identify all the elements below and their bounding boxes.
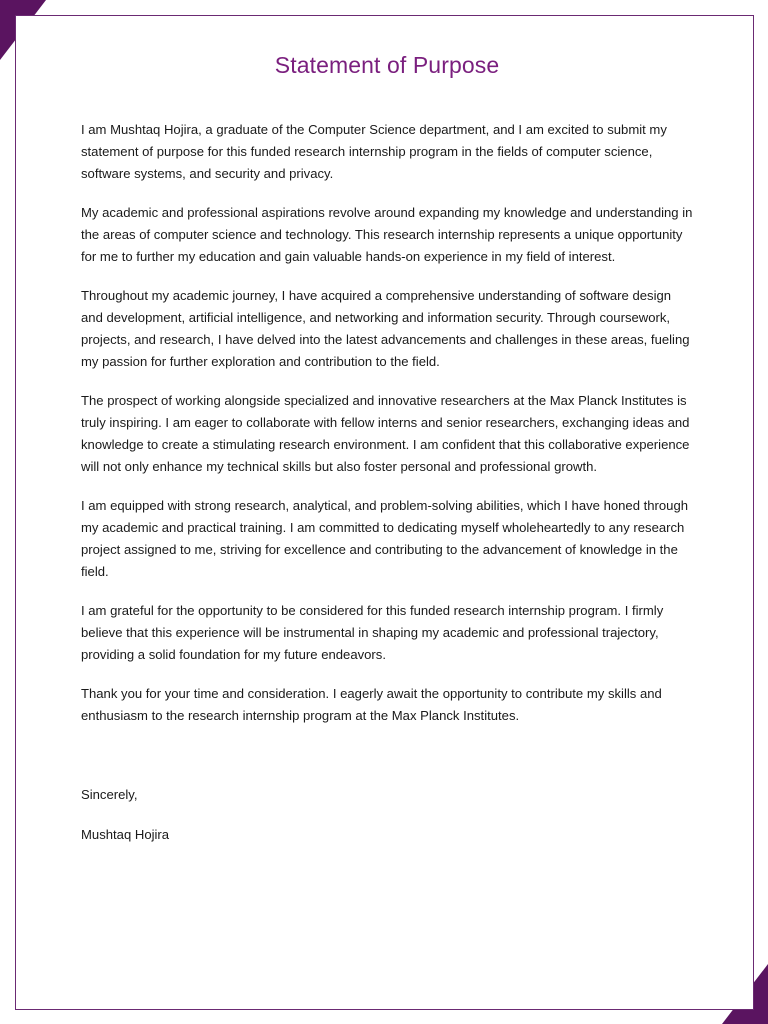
paragraph-gratitude: I am grateful for the opportunity to be considered for this funded research internship program. I firmly believe that this experience will be instrumental in shaping my academic and professional trajectory, providing a solid foundation for my future endeavors. — [81, 603, 664, 662]
paragraph-intro: I am Mushtaq Hojira, a graduate of the Computer Science department, and I am excited to submit my statement of purpose for this funded research internship program in the fields of computer science, software systems, and security and privacy. — [81, 122, 667, 181]
paragraph-abilities: I am equipped with strong research, analytical, and problem-solving abilities, which I have honed through my academic and practical training. I am committed to dedicating myself wholeheartedly to any research project assigned to me, striving for excellence and contributing to the advancement of knowledge in the field. — [81, 498, 689, 579]
paragraph-thanks: Thank you for your time and consideration. I eagerly await the opportunity to contribute my skills and enthusiasm to the research internship program at the Max Planck Institutes. — [81, 686, 662, 723]
closing-salutation: Sincerely, — [81, 787, 138, 802]
paragraph-academic-journey: Throughout my academic journey, I have acquired a comprehensive understanding of software design and development, artificial intelligence, and networking and information security. Through coursework, projects, and research, I have delved into the latest advancements and challenges in these areas, fueling my passion for further exploration and contribution to the field. — [81, 288, 690, 369]
signature-name: Mushtaq Hojira — [81, 827, 170, 842]
paragraph-aspirations: My academic and professional aspirations revolve around expanding my knowledge and understanding in the areas of computer science and technology. This research internship represents a unique opportunity for me to further my education and gain valuable hands-on experience in my field of interest. — [81, 205, 693, 264]
paragraph-collaboration: The prospect of working alongside specialized and innovative researchers at the Max Planck Institutes is truly inspiring. I am eager to collaborate with fellow interns and senior researchers, exchanging ideas and knowledge to create a stimulating research environment. I am confident that this collaborative experience will not only enhance my technical skills but also foster personal and professional growth. — [81, 393, 690, 474]
letter-body — [81, 52, 693, 846]
page-title: Statement of Purpose — [274, 52, 500, 78]
